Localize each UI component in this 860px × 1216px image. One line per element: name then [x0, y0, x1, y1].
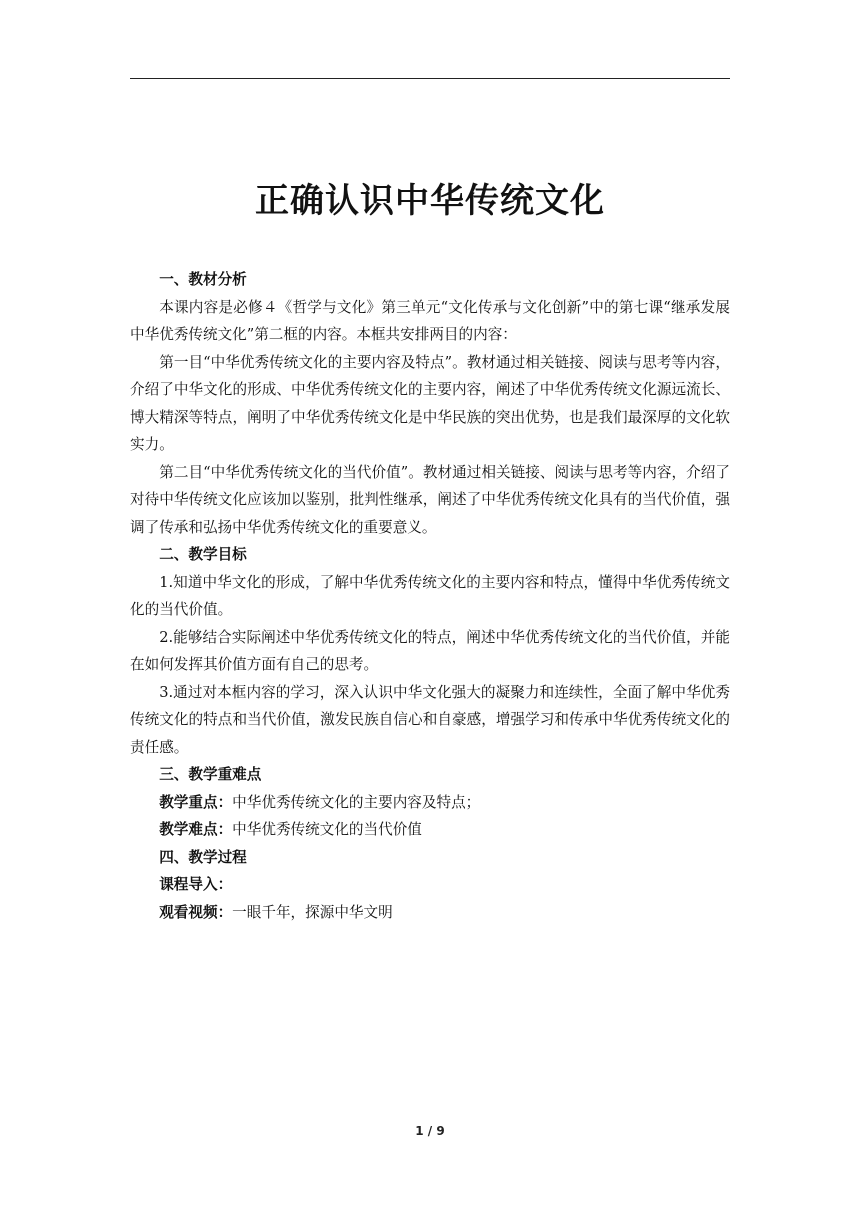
difficult-point-label: 教学难点：	[159, 821, 233, 838]
paragraph: 本课内容是必修４《哲学与文化》第三单元“文化传承与文化创新”中的第七课“继承发展中华优秀传统文化”第二框的内容。本框共安排两目的内容：	[130, 298, 730, 343]
difficult-point-text: 中华优秀传统文化的当代价值	[232, 821, 422, 838]
difficult-point-line	[130, 816, 730, 844]
document-title: 正确认识中华传统文化	[255, 181, 605, 221]
watch-video-line	[130, 899, 730, 927]
goal-item: 3.通过对本框内容的学习，深入认识中华文化强大的凝聚力和连续性，全面了解中华优秀传统文化的特点和当代价值，激发民族自信心和自豪感，增强学习和传承中华优秀传统文化的责任感。	[130, 683, 730, 756]
course-intro-label: 课程导入：	[159, 876, 233, 893]
section-heading-key-points: 三、教学重难点	[159, 766, 262, 783]
key-point-text: 中华优秀传统文化的主要内容及特点；	[232, 793, 481, 811]
section-heading-teaching-goals: 二、教学目标	[159, 546, 247, 563]
section-heading-textbook-analysis: 一、教材分析	[159, 271, 247, 288]
paragraph: 第一目“中华优秀传统文化的主要内容及特点”。教材通过相关链接、阅读与思考等内容，介绍了中华文化的形成、中华优秀传统文化的主要内容，阐述了中华优秀传统文化源远流长、博大精深等特点，阐明了中华优秀传统文化是中华民族的突出优势，也是我们最深厚的文化软实力。	[130, 353, 730, 453]
header-rule	[130, 78, 730, 79]
goal-item: 1.知道中华文化的形成，了解中华优秀传统文化的主要内容和特点，懂得中华优秀传统文化的当代价值。	[130, 573, 730, 618]
watch-video-label: 观看视频：	[159, 903, 233, 921]
paragraph: 第二目“中华优秀传统文化的当代价值”。教材通过相关链接、阅读与思考等内容，介绍了对待中华传统文化应该加以鉴别，批判性继承，阐述了中华优秀传统文化具有的当代价值，强调了传承和弘扬中华优秀传统文化的重要意义。	[130, 463, 730, 536]
goal-item: 2.能够结合实际阐述中华优秀传统文化的特点，阐述中华优秀传统文化的当代价值，并能在如何发挥其价值方面有自己的思考。	[130, 628, 730, 673]
key-point-label: 教学重点：	[159, 793, 233, 811]
document-body	[130, 266, 730, 926]
page-number: 1 / 9	[415, 1124, 445, 1138]
key-point-line	[130, 789, 730, 817]
section-heading-teaching-process: 四、教学过程	[159, 848, 247, 866]
watch-video-text: 一眼千年，探源中华文明	[232, 903, 393, 921]
course-intro-line	[130, 871, 730, 899]
